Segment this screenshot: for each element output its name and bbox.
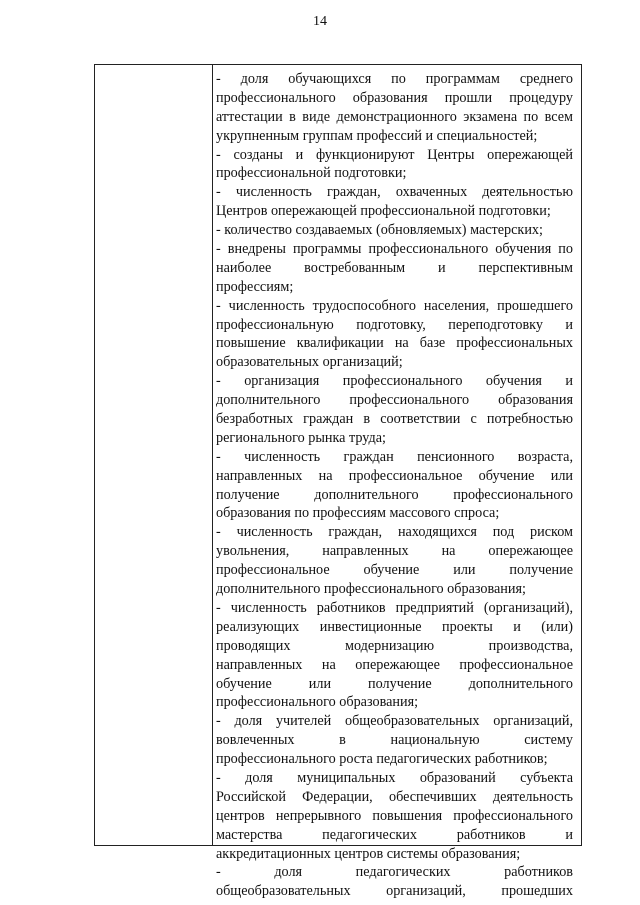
text-line: профессиям;: [216, 278, 294, 295]
text-line: - численность граждан пенсионного возраста,: [216, 448, 573, 465]
text-line: безработных граждан в соответствии с потребностью: [216, 411, 573, 428]
text-line: профессионального роста педагогических работников;: [216, 751, 548, 768]
text-line: - численность граждан, охваченных деятельностью: [216, 184, 573, 201]
text-line: - внедрены программы профессионального обучения по: [216, 241, 573, 258]
table-right-cell: [216, 70, 573, 900]
text-line: проводящих модернизацию производства,: [216, 637, 573, 654]
text-line: получение дополнительного профессионального: [216, 486, 573, 503]
text-line: аккредитационных центров системы образования;: [216, 845, 521, 862]
page-number: 14: [313, 14, 327, 29]
text-line: - численность работников предприятий (организаций),: [216, 599, 573, 616]
text-line: профессионального образования прошли процедуру: [216, 89, 573, 106]
text-line: - доля учителей общеобразовательных организаций,: [216, 713, 573, 730]
text-line: обучение или получение дополнительного: [216, 675, 573, 692]
text-line: - количество создаваемых (обновляемых) мастерских;: [216, 222, 543, 239]
text-line: аттестации в виде демонстрационного экзамена по всем: [216, 108, 573, 125]
text-line: мастерства педагогических работников и: [216, 826, 573, 843]
text-line: профессиональной подготовки;: [216, 165, 407, 182]
text-line: дополнительного профессионального образования;: [216, 581, 526, 598]
text-line: дополнительного профессионального образования: [216, 392, 573, 409]
text-line: - численность трудоспособного населения, прошедшего: [216, 297, 573, 314]
document-table: [94, 64, 582, 900]
text-line: - доля обучающихся по программам среднего: [216, 71, 573, 87]
text-line: - созданы и функционируют Центры опережающей: [216, 146, 573, 163]
text-line: образовательных организаций;: [216, 354, 403, 371]
text-line: профессиональное обучение или получение: [216, 562, 573, 579]
text-line: реализующих инвестиционные проекты и (или): [216, 618, 573, 635]
text-line: укрупненным группам профессий и специальностей;: [216, 127, 538, 144]
text-line: Центров опережающей профессиональной подготовки;: [216, 203, 551, 220]
column-divider: [212, 65, 213, 845]
text-line: центров непрерывного повышения профессионального: [216, 807, 573, 824]
text-line: образования по профессиям массового спроса;: [216, 505, 500, 522]
text-line: профессиональную подготовку, переподготовку и: [216, 316, 573, 333]
text-line: направленных на профессиональное обучение или: [216, 467, 573, 484]
text-line: направленных на опережающее профессиональное: [216, 656, 573, 673]
text-line: - численность граждан, находящихся под риском: [216, 524, 573, 541]
text-line: повышение квалификации на базе профессиональных: [216, 335, 573, 352]
text-line: регионального рынка труда;: [216, 429, 386, 446]
text-line: профессионального образования;: [216, 694, 419, 711]
text-line: - организация профессионального обучения и: [216, 373, 573, 390]
text-line: - доля педагогических работников: [216, 864, 573, 881]
text-line: Российской Федерации, обеспечивших деятельность: [216, 788, 573, 805]
text-line: общеобразовательных организаций, прошедших: [216, 883, 573, 900]
text-line: увольнения, направленных на опережающее: [216, 543, 573, 560]
text-line: - доля муниципальных образований субъекта: [216, 769, 573, 786]
text-line: наиболее востребованным и перспективным: [216, 259, 573, 276]
text-line: вовлеченных в национальную систему: [216, 732, 573, 749]
